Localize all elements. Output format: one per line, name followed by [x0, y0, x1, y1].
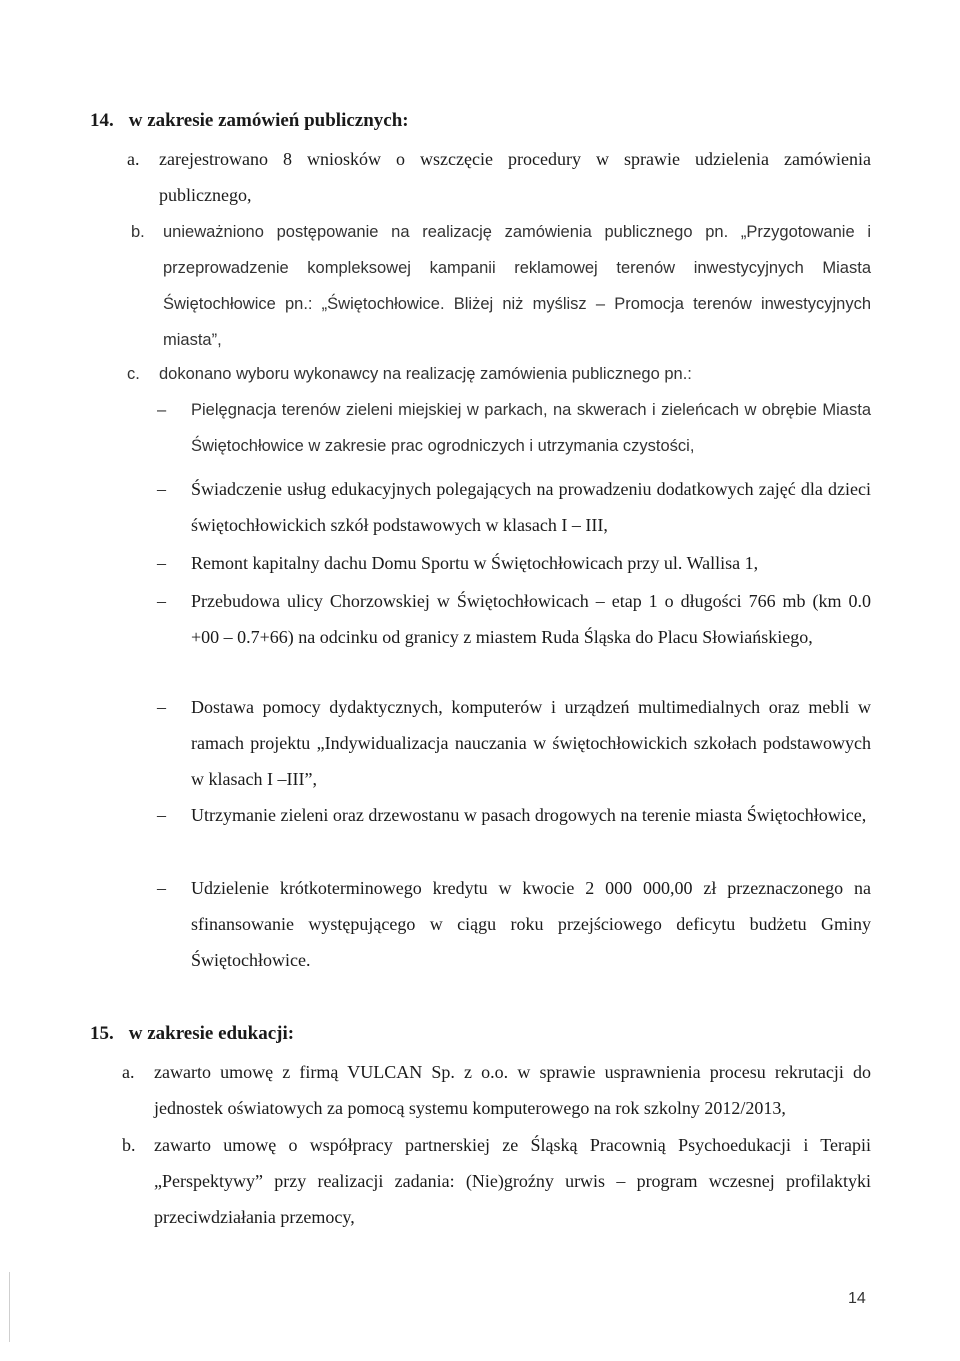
section-title: w zakresie zamówień publicznych: — [128, 110, 409, 131]
sub-list-item — [157, 545, 871, 581]
sub-item-text: Utrzymanie zieleni oraz drzewostanu w pasach drogowych na terenie miasta Świętochłowice, — [191, 805, 867, 825]
dash-marker: – — [157, 805, 166, 825]
dash-marker: – — [157, 553, 166, 573]
list-item — [131, 214, 871, 358]
scan-edge-mark — [9, 1272, 10, 1342]
sub-item-text: Pielęgnacja terenów zieleni miejskiej w parkach, na skwerach i zieleńcach w obrębie Miasta Świętochłowice w zakresie prac ogrodniczych i utrzymania czystości, — [191, 401, 871, 455]
sub-item-text: Dostawa pomocy dydaktycznych, komputerów i urządzeń multimedialnych oraz mebli w ramach projektu „Indywidualizacja nauczania w świętochłowickich szkołach podstawowych w klasach I –III”, — [191, 697, 871, 789]
sub-list-item — [157, 689, 871, 797]
section-title: w zakresie edukacji: — [128, 1023, 295, 1044]
sub-list-item — [157, 797, 871, 833]
item-text: zarejestrowano 8 wniosków o wszczęcie procedury w sprawie udzielenia zamówienia publicznego, — [159, 149, 871, 205]
item-letter: a. — [127, 149, 140, 169]
list-item — [127, 356, 871, 392]
dash-marker: – — [157, 591, 166, 611]
item-letter: b. — [131, 223, 145, 241]
sub-item-text: Przebudowa ulicy Chorzowskiej w Świętochłowicach – etap 1 o długości 766 mb (km 0.0 +00 – 0.7+66) na odcinku od granicy z miastem Ruda Śląska do Placu Słowiańskiego, — [191, 591, 871, 647]
dash-marker: – — [157, 401, 167, 419]
section-number: 15. — [90, 1023, 114, 1044]
page-number: 14 — [848, 1290, 866, 1307]
list-item — [122, 1127, 871, 1235]
item-letter: b. — [122, 1135, 136, 1155]
section-number: 14. — [90, 110, 114, 131]
dash-marker: – — [157, 479, 166, 499]
dash-marker: – — [157, 697, 166, 717]
section-15-heading — [90, 1023, 294, 1045]
list-item — [127, 141, 871, 213]
sub-list-item — [157, 471, 871, 543]
sub-item-text: Świadczenie usług edukacyjnych polegających na prowadzeniu dodatkowych zajęć dla dzieci świętochłowickich szkół podstawowych w klasach I – III, — [191, 479, 871, 535]
item-text: zawarto umowę o współpracy partnerskiej ze Śląską Pracownią Psychoedukacji i Terapii „Perspektywy” przy realizacji zadania: (Nie)groźny urwis – program wczesnej profilaktyki przeciwdziałania przemocy, — [154, 1135, 871, 1227]
dash-marker: – — [157, 878, 166, 898]
section-14-heading — [90, 110, 409, 132]
item-letter: c. — [127, 365, 140, 383]
sub-list-item — [157, 392, 871, 464]
sub-item-text: Remont kapitalny dachu Domu Sportu w Świętochłowicach przy ul. Wallisa 1, — [191, 553, 759, 573]
item-text: dokonano wyboru wykonawcy na realizację zamówienia publicznego pn.: — [159, 365, 692, 383]
sub-list-item — [157, 870, 871, 978]
item-letter: a. — [122, 1062, 135, 1082]
item-text: unieważniono postępowanie na realizację zamówienia publicznego pn. „Przygotowanie i przeprowadzenie kompleksowej kampanii reklamowej terenów inwestycyjnych Miasta Świętochłowice pn.: „Świętochłowice. Bliżej niż myślisz – Promocja terenów inwestycyjnych miasta”, — [163, 223, 871, 349]
list-item — [122, 1054, 871, 1126]
sub-item-text: Udzielenie krótkoterminowego kredytu w kwocie 2 000 000,00 zł przeznaczonego na sfinansowanie występującego w ciągu roku przejściowego deficytu budżetu Gminy Świętochłowice. — [191, 878, 871, 970]
sub-list-item — [157, 583, 871, 655]
item-text: zawarto umowę z firmą VULCAN Sp. z o.o. w sprawie usprawnienia procesu rekrutacji do jednostek oświatowych za pomocą systemu komputerowego na rok szkolny 2012/2013, — [154, 1062, 871, 1118]
